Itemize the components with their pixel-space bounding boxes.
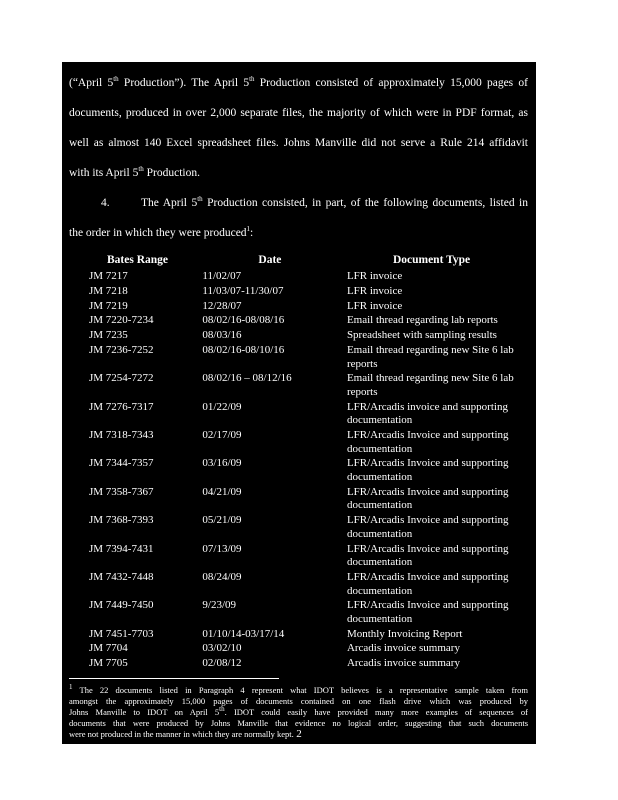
document-type-cell: LFR/Arcadis Invoice and supporting documentation [346, 457, 509, 483]
document-type-cell: LFR/Arcadis Invoice and supporting documentation [346, 514, 509, 540]
document-type-cell: Arcadis invoice summary [346, 642, 460, 655]
paragraph-4: 4. The April 5th Production consisted, in part, of the following documents, listed in the order in which they were produced$^1$: [69, 188, 528, 248]
footnote-line: $^1$ The 22 documents listed in Paragraph 4 represent what IDOT believes is a representative sample taken from [69, 683, 528, 695]
bates-range-cell: JM 7449-7450 [89, 599, 154, 612]
table-row [69, 571, 539, 599]
date-cell: 03/02/10 [202, 642, 242, 655]
footnote-line: amongst the approximately 15,000 pages of documents contained on one flash drive which was produced by [69, 696, 528, 706]
date-cell: 11/03/07-11/30/07 [202, 284, 284, 297]
date-cell: 01/10/14-03/17/14 [202, 627, 285, 640]
table-body [69, 270, 539, 672]
bates-range-cell: JM 7236-7252 [89, 343, 154, 356]
intro-line: (“April 5th Production”). The April 5th Production consisted of approximately 15,000 pages of [69, 75, 528, 89]
bates-range-cell: JM 7218 [89, 284, 128, 297]
document-page [62, 62, 536, 744]
table-row [69, 401, 539, 429]
bates-range-cell: JM 7219 [89, 299, 128, 312]
date-cell: 05/21/09 [202, 514, 242, 527]
date-cell: 08/02/16-08/08/16 [202, 314, 285, 327]
table-row [69, 270, 539, 285]
footnote-divider [69, 678, 279, 679]
bates-range-cell: JM 7254-7272 [89, 372, 154, 385]
date-cell: 01/22/09 [202, 400, 242, 413]
document-type-cell: Spreadsheet with sampling results [346, 329, 497, 342]
document-type-cell: Email thread regarding lab reports [346, 314, 498, 327]
bates-range-cell: JM 7394-7431 [89, 542, 154, 555]
document-type-cell: LFR/Arcadis Invoice and supporting documentation [346, 429, 509, 455]
document-type-cell: Email thread regarding new Site 6 lab reports [346, 343, 514, 370]
table-row [69, 457, 539, 485]
date-cell: 9/23/09 [202, 599, 237, 612]
column-header-date: Date [258, 254, 282, 266]
table-row [69, 642, 539, 657]
bates-range-cell: JM 7235 [89, 329, 128, 342]
table-row [69, 372, 539, 400]
date-cell: 11/02/07 [202, 270, 242, 282]
paragraph-4-line-2: the order in which they were produced [69, 227, 247, 239]
bates-range-cell: JM 7432-7448 [89, 570, 154, 583]
date-cell: 08/24/09 [202, 570, 242, 583]
document-type-cell: Arcadis invoice summary [346, 657, 460, 670]
document-type-cell: LFR/Arcadis Invoice and supporting documentation [346, 485, 509, 512]
bates-range-cell: JM 7318-7343 [89, 429, 154, 442]
footnote-marker: 1 [69, 683, 73, 692]
date-cell: 12/28/07 [202, 299, 242, 312]
intro-line: documents, produced in over 2,000 separate files, the majority of which were in PDF format, as [69, 107, 528, 119]
column-header-bates-range: Bates Range [107, 254, 169, 266]
date-cell: 02/17/09 [202, 429, 242, 442]
paragraph-number: 4. [101, 197, 110, 209]
date-cell: 02/08/12 [202, 657, 242, 670]
intro-line: with its April 5th Production. [69, 165, 201, 179]
document-type-cell: LFR/Arcadis invoice and supporting documentation [346, 400, 508, 427]
bates-range-cell: JM 7220-7234 [89, 314, 154, 327]
intro-line: well as almost 140 Excel spreadsheet files. Johns Manville did not serve a Rule 214 affidavit [69, 137, 528, 149]
bates-range-cell: JM 7344-7357 [89, 457, 154, 470]
bates-range-cell: JM 7368-7393 [89, 514, 154, 527]
date-cell: 08/03/16 [202, 329, 242, 342]
paragraph-4-line-1: The April 5th Production consisted, in part, of the following documents, listed in [141, 195, 528, 209]
document-type-cell: LFR/Arcadis Invoice and supporting documentation [346, 599, 509, 625]
table-row [69, 314, 539, 329]
table-row [69, 344, 539, 372]
table-row [69, 329, 539, 344]
document-type-cell: LFR/Arcadis Invoice and supporting documentation [346, 570, 509, 597]
bates-range-cell: JM 7358-7367 [89, 485, 154, 498]
document-type-cell: LFR invoice [346, 299, 403, 312]
page-number: 2 [296, 728, 302, 740]
date-cell: 04/21/09 [202, 485, 242, 498]
table-row [69, 285, 539, 300]
date-cell: 08/02/16-08/10/16 [202, 343, 285, 356]
table-row [69, 599, 539, 627]
date-cell: 08/02/16 – 08/12/16 [202, 372, 292, 385]
table-row [69, 514, 539, 542]
footnote-line: documents that were produced by Johns Manville that evidence no logical order, suggesting that such documents [69, 718, 528, 728]
column-header-document-type: Document Type [392, 254, 471, 266]
bates-range-cell: JM 7217 [89, 270, 128, 282]
footnote-line: were not produced in the manner in which they are normally kept. [69, 729, 294, 739]
date-cell: 03/16/09 [202, 457, 242, 470]
document-type-cell: LFR invoice [346, 284, 403, 297]
bates-range-cell: JM 7704 [89, 642, 128, 655]
table-header-row [69, 254, 539, 270]
table-row [69, 486, 539, 514]
document-type-cell: Monthly Invoicing Report [346, 627, 463, 640]
bates-range-cell: JM 7705 [89, 657, 128, 670]
document-type-cell: Email thread regarding new Site 6 lab reports [346, 372, 514, 398]
bates-range-cell: JM 7276-7317 [89, 400, 154, 413]
footnote-reference: 1 [246, 225, 251, 234]
footnote-line: Johns Manville to IDOT on April 5th. IDOT could easily have provided many more examples of sequences of [69, 705, 528, 717]
table-row [69, 543, 539, 571]
table-row [69, 657, 539, 672]
table-row [69, 300, 539, 315]
table-row [69, 628, 539, 643]
document-type-cell: LFR invoice [346, 270, 403, 282]
date-cell: 07/13/09 [202, 542, 242, 555]
bates-range-cell: JM 7451-7703 [89, 627, 154, 640]
intro-paragraph [69, 68, 528, 188]
table-row [69, 429, 539, 457]
documents-table [69, 254, 539, 672]
document-type-cell: LFR/Arcadis Invoice and supporting documentation [346, 542, 509, 569]
